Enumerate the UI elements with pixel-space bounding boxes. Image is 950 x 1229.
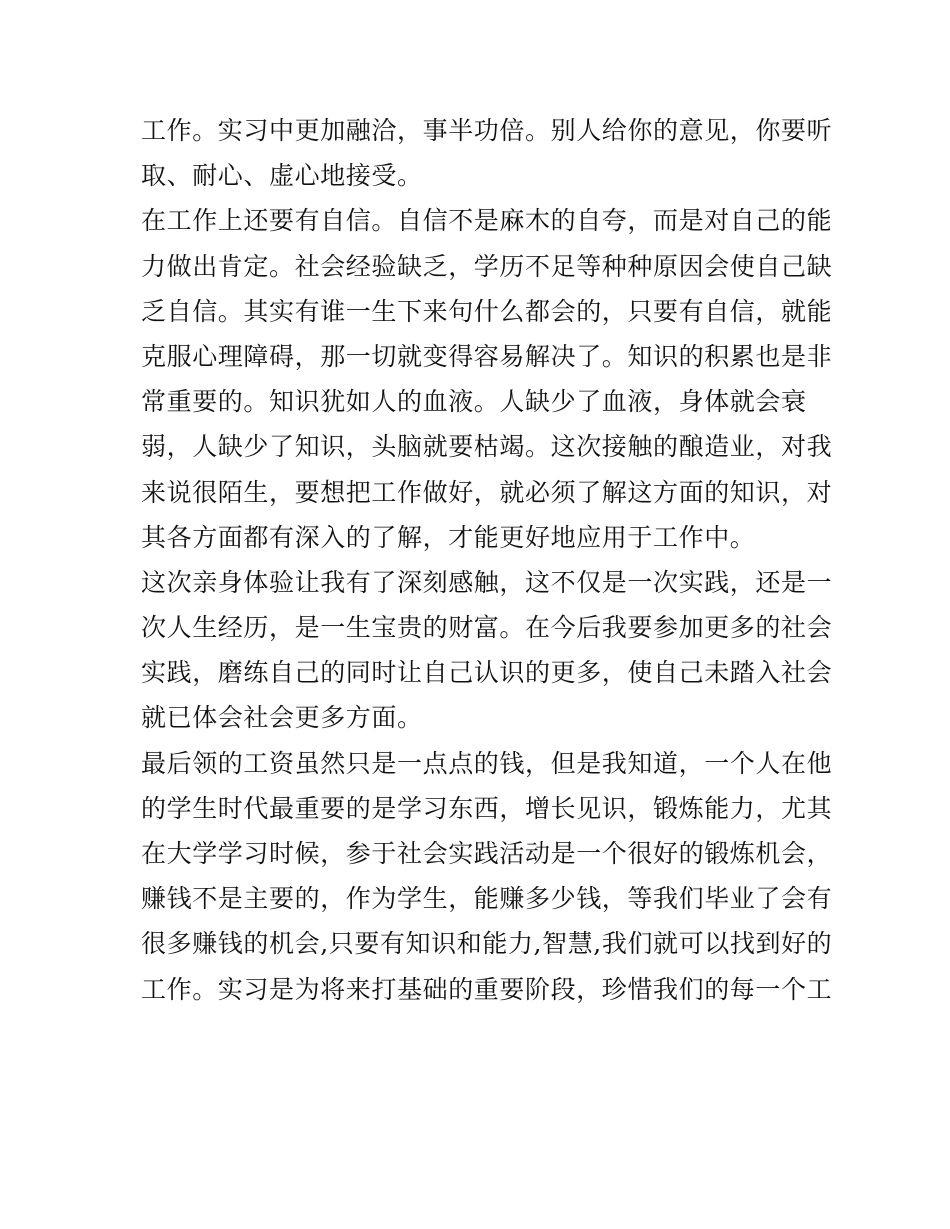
- text-line: 最后领的工资虽然只是一点点的钱，但是我知道，一个人在他: [141, 748, 833, 778]
- text-line: 常重要的。知识犹如人的血液。人缺少了血液，身体就会衰: [141, 387, 807, 417]
- text-line: 克服心理障碍，那一切就变得容易解决了。知识的积累也是非: [141, 341, 833, 371]
- text-line: 很多赚钱的机会,只要有知识和能力,智慧,我们就可以找到好的: [141, 929, 833, 959]
- body-text: [141, 108, 833, 1012]
- text-line: 力做出肯定。社会经验缺乏，学历不足等种种原因会使自己缺: [141, 251, 833, 281]
- text-line: 在大学学习时候，参于社会实践活动是一个很好的锻炼机会，: [141, 839, 833, 868]
- text-line: 工作。实习中更加融洽，事半功倍。别人给你的意见，你要听: [141, 116, 833, 145]
- text-line: 赚钱不是主要的，作为学生，能赚多少钱，等我们毕业了会有: [141, 884, 833, 914]
- text-line: 次人生经历，是一生宝贵的财富。在今后我要参加更多的社会: [141, 613, 833, 643]
- text-line: 工作。实习是为将来打基础的重要阶段，珍惜我们的每一个工: [141, 974, 833, 1004]
- text-line: 的学生时代最重要的是学习东西，增长见识，锻炼能力，尤其: [141, 793, 833, 823]
- text-line: 在工作上还要有自信。自信不是麻木的自夸，而是对自己的能: [141, 206, 833, 236]
- text-line: 来说很陌生，要想把工作做好，就必须了解这方面的知识，对: [141, 477, 833, 507]
- text-line: 其各方面都有深入的了解，才能更好地应用于工作中。: [141, 522, 756, 552]
- text-line: 就已体会社会更多方面。: [141, 703, 423, 733]
- text-line: 这次亲身体验让我有了深刻感触，这不仅是一次实践，还是一: [141, 567, 833, 597]
- text-line: 弱，人缺少了知识，头脑就要枯竭。这次接触的酿造业，对我: [141, 432, 833, 462]
- text-line: 取、耐心、虚心地接受。: [141, 161, 423, 191]
- text-line: 实践，磨练自己的同时让自己认识的更多，使自己未踏入社会: [141, 658, 833, 688]
- text-line: 乏自信。其实有谁一生下来句什么都会的，只要有自信，就能: [141, 296, 833, 326]
